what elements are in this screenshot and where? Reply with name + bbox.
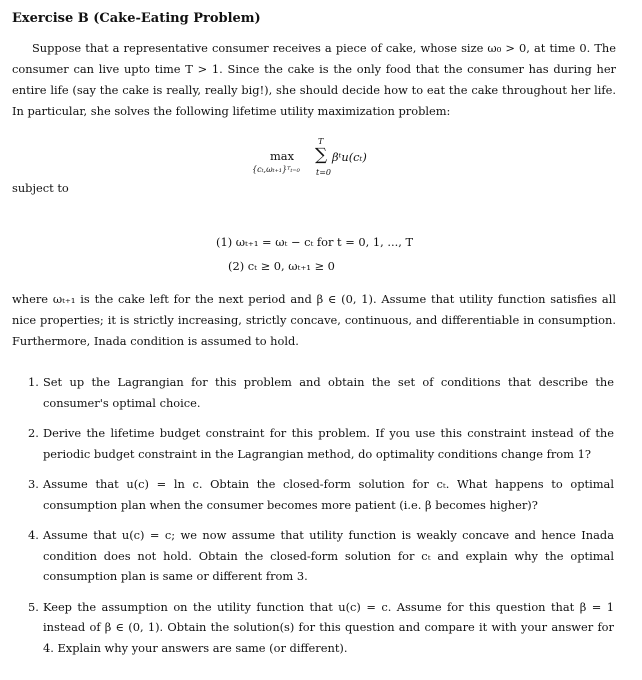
question-text: Keep the assumption on the utility function that u(c) = c. Assume for this question that β = 1 instead of β ∈ (0, 1). Obtain the solution(s) for this question and compare it with your answer for 4. Explain why your answers are same (or different). [43, 599, 614, 655]
intro-paragraph: Suppose that a representative consumer receives a piece of cake, whose size ω₀ > 0, at time 0. The consumer can live upto time T > 1. Since the cake is the only food that the consumer has during her entire life (say the cake is really, really big!), she should decide how to eat the cake throughout her life. In particular, she solves the following lifetime utility maximization problem: [12, 41, 616, 118]
sum-sign: ∑ [315, 145, 328, 165]
question-number: 5. [28, 599, 39, 614]
question-item [28, 372, 614, 413]
question-text: Assume that u(c) = c; we now assume that utility function is weakly concave and hence Inada condition does not hold. Obtain the closed-form solution for cₜ and explain why the optimal consumption plan is same or different from 3. [43, 528, 614, 583]
max-subscript: {cₜ,ωₜ₊₁}ᵀₜ₌₀ [252, 165, 300, 174]
question-item [28, 525, 614, 587]
question-list [28, 372, 614, 658]
question-number: 4. [28, 528, 39, 542]
question-text: Derive the lifetime budget constraint for this problem. If you use this constraint instead of the periodic budget constraint in the Lagrangian method, do optimality conditions change from 1? [43, 426, 614, 461]
constraint-2: (2) cₜ ≥ 0, ωₜ₊₁ ≥ 0 [228, 259, 335, 273]
subject-to-label: subject to [12, 181, 69, 195]
question-number: 1. [28, 375, 39, 389]
assumptions-paragraph: where ωₜ₊₁ is the cake left for the next period and β ∈ (0, 1). Assume that utility function satisfies all nice properties; it is strictly increasing, strictly concave, continuous, and differentiable in consumption. Furthermore, Inada condition is assumed to hold. [12, 292, 616, 348]
constraint-1: (1) ωₜ₊₁ = ωₜ − cₜ for t = 0, 1, ..., T [216, 235, 414, 249]
question-text: Set up the Lagrangian for this problem and obtain the set of conditions that describe the consumer's optimal choice. [43, 375, 614, 410]
exercise-title: Exercise B (Cake-Eating Problem) [12, 11, 261, 26]
max-operator: max [270, 149, 295, 163]
question-item [28, 597, 614, 659]
question-number: 2. [28, 426, 39, 440]
question-item [28, 423, 614, 464]
question-number: 3. [28, 477, 39, 491]
summand: βᵗu(cₜ) [332, 150, 367, 164]
question-item [28, 474, 614, 515]
sum-lower-limit: t=0 [316, 168, 332, 177]
sum-upper-limit: T [318, 137, 324, 146]
question-text: Assume that u(c) = ln c. Obtain the closed-form solution for cₜ. What happens to optimal consumption plan when the consumer becomes more patient (i.e. β becomes higher)? [43, 477, 614, 512]
